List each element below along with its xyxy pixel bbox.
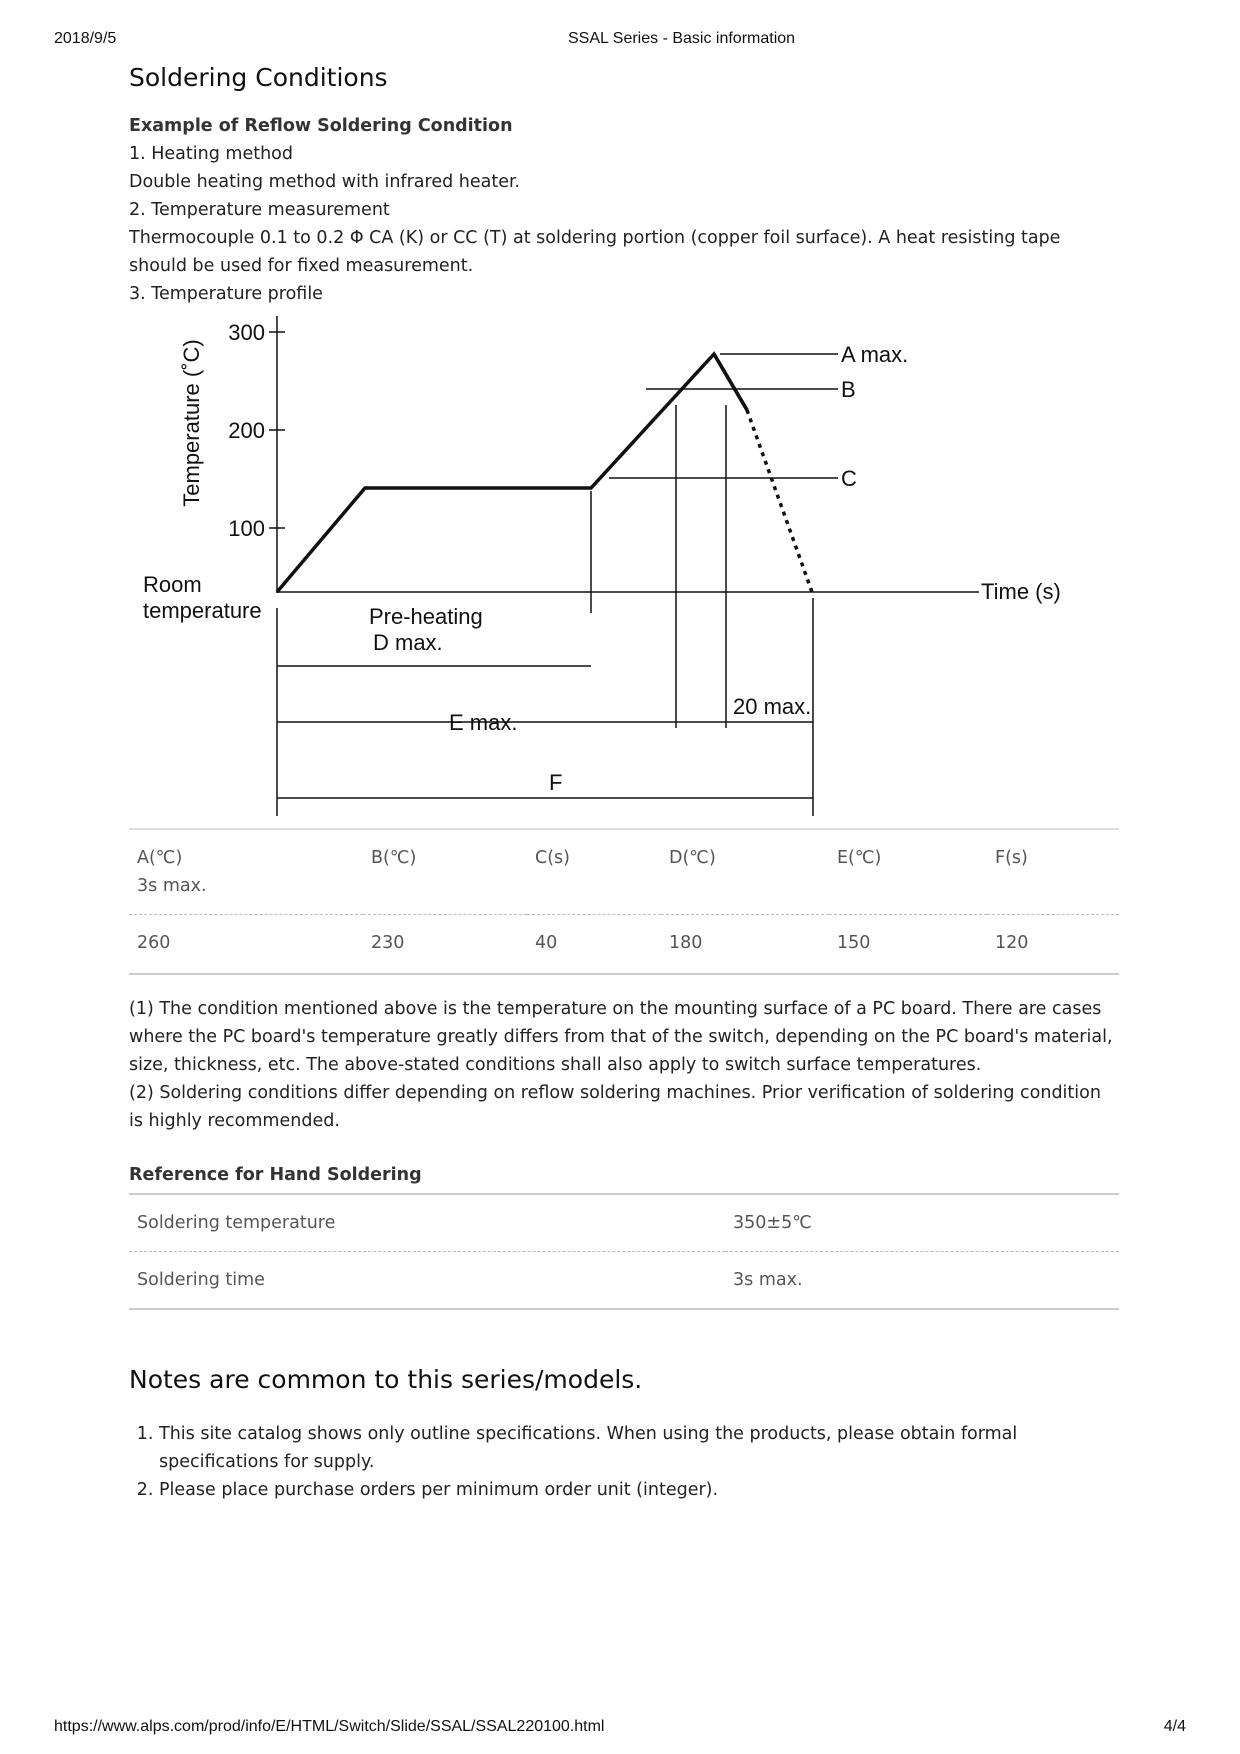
e-max-label: E max. — [449, 710, 518, 735]
hand-row-label: Soldering time — [129, 1252, 725, 1310]
main-content — [129, 60, 1119, 1504]
list-item: 1. This site catalog shows only outline specifications. When using the products, please obtain formal specifications for supply. — [159, 1420, 1119, 1476]
value-e: 150 — [829, 915, 987, 975]
reflow-conditions-table — [129, 828, 1119, 975]
value-f: 120 — [987, 915, 1119, 975]
temp-measurement-title: 2. Temperature measurement — [129, 200, 390, 220]
b-label: B — [841, 377, 856, 402]
heating-method-title: 1. Heating method — [129, 144, 293, 164]
common-notes-list — [129, 1420, 1119, 1504]
preheat-label-2: D max. — [373, 630, 443, 655]
table-row — [129, 1252, 1119, 1310]
header-cell-b: B(℃) — [363, 829, 527, 915]
section-title: Soldering Conditions — [129, 63, 388, 92]
print-date: 2018/9/5 — [54, 30, 117, 47]
header-cell-a — [129, 829, 363, 915]
table-row — [129, 1194, 1119, 1252]
room-label-2: temperature — [143, 598, 262, 623]
preheat-label-1: Pre-heating — [369, 604, 483, 629]
hand-row-value: 3s max. — [725, 1252, 1119, 1310]
hand-soldering-heading: Reference for Hand Soldering — [129, 1165, 422, 1185]
x-axis-label: Time (s) — [981, 579, 1061, 604]
table-header-row — [129, 829, 1119, 915]
a-max-label: A max. — [841, 342, 909, 367]
common-notes-title: Notes are common to this series/models. — [129, 1365, 643, 1394]
room-label-1: Room — [143, 572, 202, 597]
reflow-heading: Example of Reflow Soldering Condition — [129, 116, 513, 136]
header-cell-e: E(℃) — [829, 829, 987, 915]
print-title: SSAL Series - Basic information — [568, 30, 796, 47]
hand-soldering-table — [129, 1193, 1119, 1310]
hand-row-value: 350±5℃ — [725, 1194, 1119, 1252]
temp-profile-title: 3. Temperature profile — [129, 284, 323, 304]
value-d: 180 — [661, 915, 829, 975]
reflow-note-2: (2) Soldering conditions differ depending on reflow soldering machines. Prior verification of soldering condition is highly recommended. — [129, 1083, 1101, 1131]
y-tick-100: 100 — [228, 516, 265, 541]
temperature-profile-diagram — [129, 308, 1119, 828]
c-label: C — [841, 466, 857, 491]
header-a-label: A(℃) — [137, 848, 183, 868]
hand-row-label: Soldering temperature — [129, 1194, 725, 1252]
header-a-sub: 3s max. — [137, 876, 207, 896]
reflow-note-1: (1) The condition mentioned above is the temperature on the mounting surface of a PC board. There are cases where the PC board's temperature greatly differs from that of the switch, depending on the PC board's material, size, thickness, etc. The above-stated conditions shall also apply to switch surface temperatures. — [129, 999, 1113, 1075]
header-cell-f: F(s) — [987, 829, 1119, 915]
f-label: F — [549, 770, 563, 795]
y-tick-300: 300 — [228, 320, 265, 345]
table-row — [129, 915, 1119, 975]
header-cell-c: C(s) — [527, 829, 661, 915]
heating-method-text: Double heating method with infrared heater. — [129, 172, 521, 192]
twenty-max-label: 20 max. — [733, 694, 812, 719]
print-header — [54, 30, 1186, 50]
temp-measurement-text: Thermocouple 0.1 to 0.2 Φ CA (K) or CC (T) at soldering portion (copper foil surface). A heat resisting tape should be used for fixed measurement. — [129, 228, 1061, 276]
y-axis-label: Temperature (˚C) — [179, 339, 204, 507]
value-a: 260 — [129, 915, 363, 975]
header-cell-d: D(℃) — [661, 829, 829, 915]
page-number: 4/4 — [1163, 1718, 1186, 1735]
print-url: https://www.alps.com/prod/info/E/HTML/Switch/Slide/SSAL/SSAL220100.html — [54, 1718, 605, 1735]
value-b: 230 — [363, 915, 527, 975]
print-footer — [54, 1718, 1186, 1738]
list-item: 2. Please place purchase orders per minimum order unit (integer). — [159, 1476, 1119, 1504]
value-c: 40 — [527, 915, 661, 975]
y-tick-200: 200 — [228, 418, 265, 443]
